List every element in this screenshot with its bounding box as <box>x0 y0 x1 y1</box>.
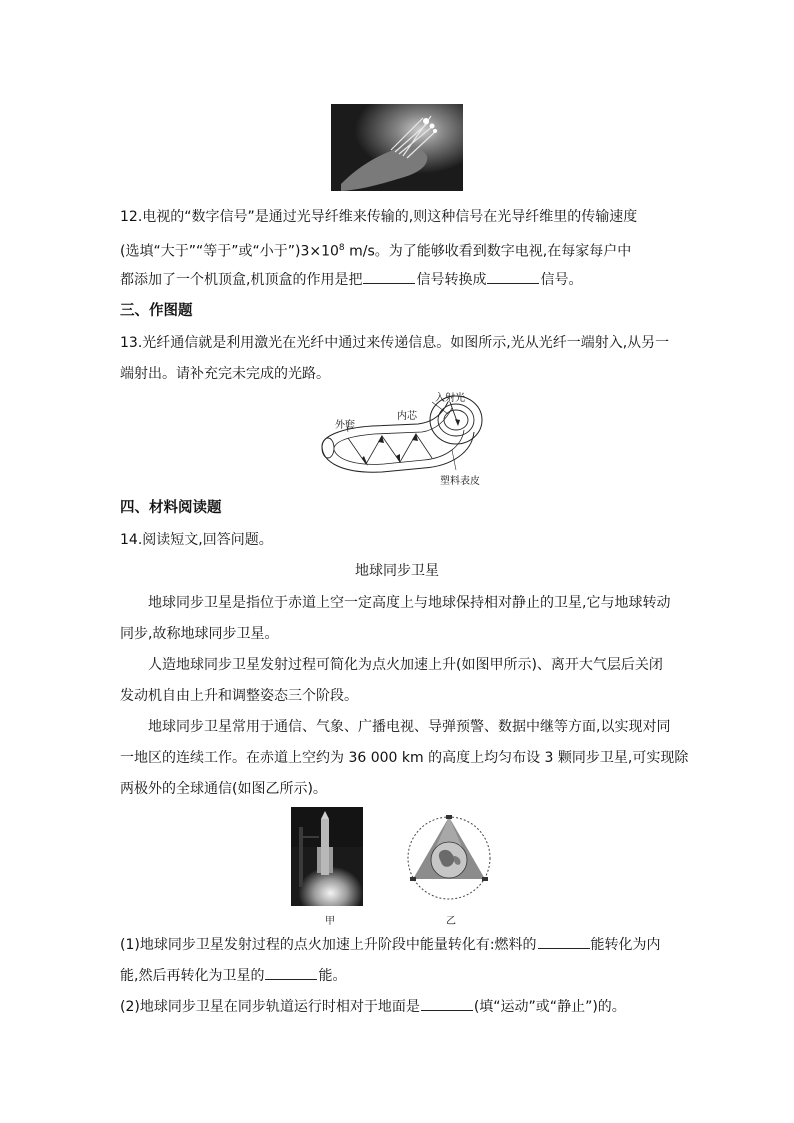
label-plastic-skin: 塑料表皮 <box>440 476 480 487</box>
p1-line2: 同步,故称地球同步卫星。 <box>120 626 279 642</box>
p3-line3: 两极外的全球通信(如图乙所示)。 <box>120 781 327 797</box>
label-jacket: 外套 <box>335 420 355 431</box>
p3-line1: 地球同步卫星常用于通信、气象、广播电视、导弹预警、数据中继等方面,以实现对同 <box>148 719 671 735</box>
p2-line2: 发动机自由上升和调整姿态三个阶段。 <box>120 688 358 704</box>
answer-blank-2[interactable] <box>487 269 539 284</box>
q12-line3-c: 信号。 <box>540 272 583 288</box>
caption-yi: 乙 <box>446 916 456 927</box>
subq2-line <box>120 996 626 1017</box>
subq1-a: (1)地球同步卫星发射过程的点火加速上升阶段中能量转化有:燃料的 <box>120 937 537 953</box>
q12-exponent: 8 <box>338 243 345 253</box>
q12-line3-a: 都添加了一个机顶盒,机顶盒的作用是把 <box>120 272 363 288</box>
fiber-photo <box>331 104 463 191</box>
answer-blank-3[interactable] <box>538 934 590 949</box>
subq2-a: (2)地球同步卫星在同步轨道运行时相对于地面是 <box>120 999 420 1015</box>
subq1-line2 <box>120 965 346 986</box>
article-title: 地球同步卫星 <box>355 563 439 579</box>
subq1-line1 <box>120 934 661 955</box>
subq1-b: 能转化为内 <box>590 937 661 953</box>
q13-line2: 端射出。请补充完未完成的光路。 <box>120 366 330 382</box>
rocket-launch-photo <box>291 807 363 906</box>
q12-line2 <box>120 238 631 262</box>
q13-line1: 13.光纤通信就是利用激光在光纤中通过来传递信息。如图所示,光从光纤一端射入,从另一 <box>120 335 670 351</box>
section-heading-drawing: 三、作图题 <box>120 303 193 319</box>
p2-line1: 人造地球同步卫星发射过程可简化为点火加速上升(如图甲所示)、离开大气层后关闭 <box>148 657 663 673</box>
q12-line2-b: m/s。为了能够收看到数字电视,在每家每户中 <box>344 243 632 260</box>
subq1-c: 能,然后再转化为卫星的 <box>120 968 265 984</box>
q12-line3 <box>120 269 582 290</box>
answer-blank-5[interactable] <box>421 996 473 1011</box>
caption-jia: 甲 <box>325 916 335 927</box>
answer-blank-4[interactable] <box>265 965 317 980</box>
label-incident-light: 入射光 <box>435 393 465 404</box>
subq1-d: 能。 <box>318 968 347 984</box>
p3-line2: 一地区的连续工作。在赤道上空约为 36 000 km 的高度上均匀布设 3 颗同步卫星,可实现除 <box>120 750 689 766</box>
p1-line1: 地球同步卫星是指位于赤道上空一定高度上与地球保持相对静止的卫星,它与地球转动 <box>148 595 671 611</box>
satellite-coverage-diagram <box>406 806 492 908</box>
label-core: 内芯 <box>397 411 417 422</box>
q12-line2-a: (选填“大于”“等于”或“小于”)3×10 <box>120 243 339 260</box>
subq2-b: (填“运动”或“静止”)的。 <box>473 999 626 1015</box>
section-heading-reading: 四、材料阅读题 <box>120 500 222 516</box>
answer-blank-1[interactable] <box>363 269 415 284</box>
q12-line3-b: 信号转换成 <box>416 272 487 288</box>
q14-intro: 14.阅读短文,回答问题。 <box>120 532 273 548</box>
q12-line1: 12.电视的“数字信号”是通过光导纤维来传输的,则这种信号在光导纤维里的传输速度 <box>120 209 638 225</box>
